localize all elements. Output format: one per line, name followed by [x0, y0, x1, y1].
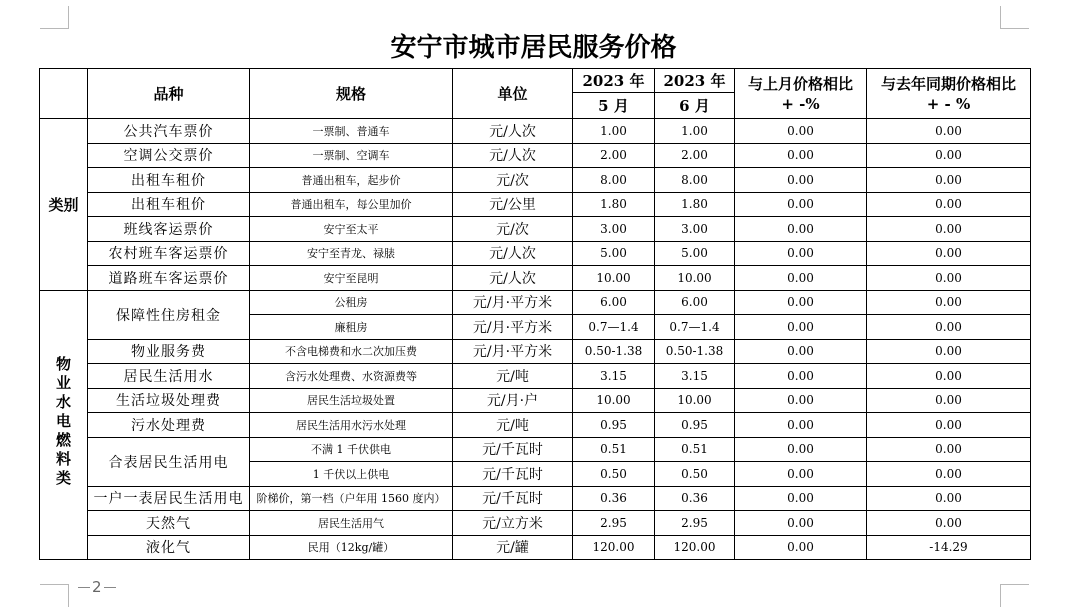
- cell-yoy: 0.00: [867, 413, 1031, 438]
- cell-unit: 元/人次: [453, 143, 573, 168]
- cell-may: 0.51: [573, 437, 655, 462]
- cell-june: 1.00: [655, 119, 735, 144]
- cell-june: 0.50-1.38: [655, 339, 735, 364]
- cell-mom: 0.00: [735, 143, 867, 168]
- cell-mom: 0.00: [735, 413, 867, 438]
- cell-spec: 安宁至太平: [250, 217, 453, 242]
- cell-unit: 元/人次: [453, 119, 573, 144]
- cell-may: 2.00: [573, 143, 655, 168]
- table-row: [40, 168, 1031, 193]
- cell-spec: 含污水处理费、水资源费等: [250, 364, 453, 389]
- cell-yoy: 0.00: [867, 168, 1031, 193]
- cell-yoy: 0.00: [867, 266, 1031, 291]
- header-mom-title: 与上月价格相比: [747, 74, 853, 93]
- table-row: [40, 364, 1031, 389]
- cell-may: 0.95: [573, 413, 655, 438]
- cell-june: 0.7—1.4: [655, 315, 735, 340]
- cell-unit: 元/月·平方米: [453, 315, 573, 340]
- cell-mom: 0.00: [735, 217, 867, 242]
- cell-yoy: 0.00: [867, 290, 1031, 315]
- table-row: [40, 217, 1031, 242]
- cell-mom: 0.00: [735, 339, 867, 364]
- cell-yoy: 0.00: [867, 217, 1031, 242]
- cell-spec: 阶梯价，第一档（户年用 1560 度内）: [250, 486, 453, 511]
- cell-yoy: 0.00: [867, 241, 1031, 266]
- cell-spec: 一票制、普通车: [250, 119, 453, 144]
- cell-item: 天然气: [88, 511, 250, 536]
- cell-may: 10.00: [573, 266, 655, 291]
- table-row: [40, 413, 1031, 438]
- cell-spec: 安宁至青龙、禄脿: [250, 241, 453, 266]
- cell-spec: 不含电梯费和水二次加压费: [250, 339, 453, 364]
- cell-item: 公共汽车票价: [88, 119, 250, 144]
- cell-yoy: 0.00: [867, 511, 1031, 536]
- table-row: [40, 388, 1031, 413]
- cell-mom: 0.00: [735, 388, 867, 413]
- cell-june: 6.00: [655, 290, 735, 315]
- header-month-june: 6 月: [655, 93, 735, 119]
- cell-unit: 元/月·平方米: [453, 339, 573, 364]
- cell-may: 3.00: [573, 217, 655, 242]
- header-unit: 单位: [453, 69, 573, 119]
- cell-mom: 0.00: [735, 535, 867, 560]
- table-row: [40, 119, 1031, 144]
- cell-unit: 元/人次: [453, 266, 573, 291]
- cell-item: 空调公交票价: [88, 143, 250, 168]
- cell-mom: 0.00: [735, 462, 867, 487]
- cell-spec: 普通出租车，起步价: [250, 168, 453, 193]
- cell-spec: 民用（12kg/罐）: [250, 535, 453, 560]
- cell-unit: 元/次: [453, 168, 573, 193]
- category-transport: 类别: [40, 119, 88, 291]
- cell-unit: 元/吨: [453, 413, 573, 438]
- category-utilities-label: 物业水电燃料类: [54, 356, 72, 490]
- cell-june: 0.51: [655, 437, 735, 462]
- header-month-may: 5 月: [573, 93, 655, 119]
- cell-spec: 一票制、空调车: [250, 143, 453, 168]
- cell-yoy: 0.00: [867, 143, 1031, 168]
- table-row: [40, 266, 1031, 291]
- cell-unit: 元/千瓦时: [453, 462, 573, 487]
- cell-mom: 0.00: [735, 168, 867, 193]
- cell-spec: 公租房: [250, 290, 453, 315]
- cell-unit: 元/千瓦时: [453, 486, 573, 511]
- header-yoy: [867, 69, 1031, 119]
- crop-mark-bottom-right: [1000, 584, 1029, 607]
- cell-june: 0.36: [655, 486, 735, 511]
- cell-june: 3.15: [655, 364, 735, 389]
- cell-spec: 不满 1 千伏供电: [250, 437, 453, 462]
- cell-item: 污水处理费: [88, 413, 250, 438]
- cell-mom: 0.00: [735, 437, 867, 462]
- crop-mark-top-left: [40, 6, 69, 29]
- header-mom-sign: + -%: [781, 94, 820, 113]
- cell-mom: 0.00: [735, 315, 867, 340]
- cell-mom: 0.00: [735, 241, 867, 266]
- table-row: [40, 192, 1031, 217]
- cell-mom: 0.00: [735, 511, 867, 536]
- cell-spec: 居民生活用气: [250, 511, 453, 536]
- table-row: [40, 535, 1031, 560]
- cell-mom: 0.00: [735, 266, 867, 291]
- cell-spec: 安宁至昆明: [250, 266, 453, 291]
- cell-june: 3.00: [655, 217, 735, 242]
- cell-item: 居民生活用水: [88, 364, 250, 389]
- table-row: [40, 511, 1031, 536]
- crop-mark-bottom-left: [40, 584, 69, 607]
- cell-item: 保障性住房租金: [88, 290, 250, 339]
- header-yoy-sign: + - %: [926, 94, 971, 113]
- cell-mom: 0.00: [735, 290, 867, 315]
- cell-unit: 元/月·平方米: [453, 290, 573, 315]
- cell-june: 10.00: [655, 266, 735, 291]
- table-row: [40, 290, 1031, 315]
- cell-june: 1.80: [655, 192, 735, 217]
- cell-june: 5.00: [655, 241, 735, 266]
- cell-unit: 元/吨: [453, 364, 573, 389]
- cell-yoy: 0.00: [867, 339, 1031, 364]
- cell-mom: 0.00: [735, 192, 867, 217]
- cell-unit: 元/千瓦时: [453, 437, 573, 462]
- cell-yoy: 0.00: [867, 192, 1031, 217]
- header-spec: 规格: [250, 69, 453, 119]
- cell-may: 0.36: [573, 486, 655, 511]
- cell-yoy: -14.29: [867, 535, 1031, 560]
- header-yoy-title: 与去年同期价格相比: [880, 74, 1016, 93]
- cell-item: 生活垃圾处理费: [88, 388, 250, 413]
- cell-may: 1.00: [573, 119, 655, 144]
- cell-yoy: 0.00: [867, 315, 1031, 340]
- table-row: [40, 339, 1031, 364]
- cell-item: 道路班车客运票价: [88, 266, 250, 291]
- cell-june: 2.00: [655, 143, 735, 168]
- cell-item: 出租车租价: [88, 168, 250, 193]
- cell-yoy: 0.00: [867, 119, 1031, 144]
- cell-item: 出租车租价: [88, 192, 250, 217]
- cell-unit: 元/公里: [453, 192, 573, 217]
- cell-yoy: 0.00: [867, 486, 1031, 511]
- table-row: [40, 437, 1031, 462]
- cell-unit: 元/月·户: [453, 388, 573, 413]
- cell-june: 120.00: [655, 535, 735, 560]
- cell-yoy: 0.00: [867, 364, 1031, 389]
- cell-yoy: 0.00: [867, 437, 1031, 462]
- header-item: 品种: [88, 69, 250, 119]
- cell-item: 合表居民生活用电: [88, 437, 250, 486]
- cell-june: 0.50: [655, 462, 735, 487]
- cell-may: 8.00: [573, 168, 655, 193]
- cell-june: 10.00: [655, 388, 735, 413]
- table-row: [40, 486, 1031, 511]
- crop-mark-top-right: [1000, 6, 1029, 29]
- header-year-june: 2023 年: [655, 69, 735, 93]
- price-table: [39, 68, 1031, 560]
- cell-spec: 居民生活用水污水处理: [250, 413, 453, 438]
- header-year-may: 2023 年: [573, 69, 655, 93]
- cell-may: 10.00: [573, 388, 655, 413]
- cell-june: 0.95: [655, 413, 735, 438]
- cell-may: 0.50: [573, 462, 655, 487]
- cell-item: 农村班车客运票价: [88, 241, 250, 266]
- cell-may: 120.00: [573, 535, 655, 560]
- cell-may: 0.50-1.38: [573, 339, 655, 364]
- cell-spec: 居民生活垃圾处置: [250, 388, 453, 413]
- cell-mom: 0.00: [735, 486, 867, 511]
- page-number: 2: [76, 578, 118, 596]
- cell-item: 物业服务费: [88, 339, 250, 364]
- cell-yoy: 0.00: [867, 388, 1031, 413]
- cell-yoy: 0.00: [867, 462, 1031, 487]
- table-row: [40, 143, 1031, 168]
- cell-spec: 廉租房: [250, 315, 453, 340]
- cell-may: 2.95: [573, 511, 655, 536]
- cell-unit: 元/罐: [453, 535, 573, 560]
- cell-june: 2.95: [655, 511, 735, 536]
- cell-item: 液化气: [88, 535, 250, 560]
- cell-may: 0.7—1.4: [573, 315, 655, 340]
- cell-may: 6.00: [573, 290, 655, 315]
- cell-mom: 0.00: [735, 119, 867, 144]
- page-title: 安宁市城市居民服务价格: [390, 33, 677, 63]
- cell-spec: 普通出租车，每公里加价: [250, 192, 453, 217]
- cell-may: 3.15: [573, 364, 655, 389]
- cell-item: 一户一表居民生活用电: [88, 486, 250, 511]
- header-mom: [735, 69, 867, 119]
- cell-item: 班线客运票价: [88, 217, 250, 242]
- cell-unit: 元/立方米: [453, 511, 573, 536]
- cell-may: 5.00: [573, 241, 655, 266]
- table-row: [40, 241, 1031, 266]
- cell-unit: 元/次: [453, 217, 573, 242]
- header-category: [40, 69, 88, 119]
- cell-unit: 元/人次: [453, 241, 573, 266]
- cell-mom: 0.00: [735, 364, 867, 389]
- cell-spec: 1 千伏以上供电: [250, 462, 453, 487]
- category-utilities: [40, 290, 88, 560]
- cell-may: 1.80: [573, 192, 655, 217]
- cell-june: 8.00: [655, 168, 735, 193]
